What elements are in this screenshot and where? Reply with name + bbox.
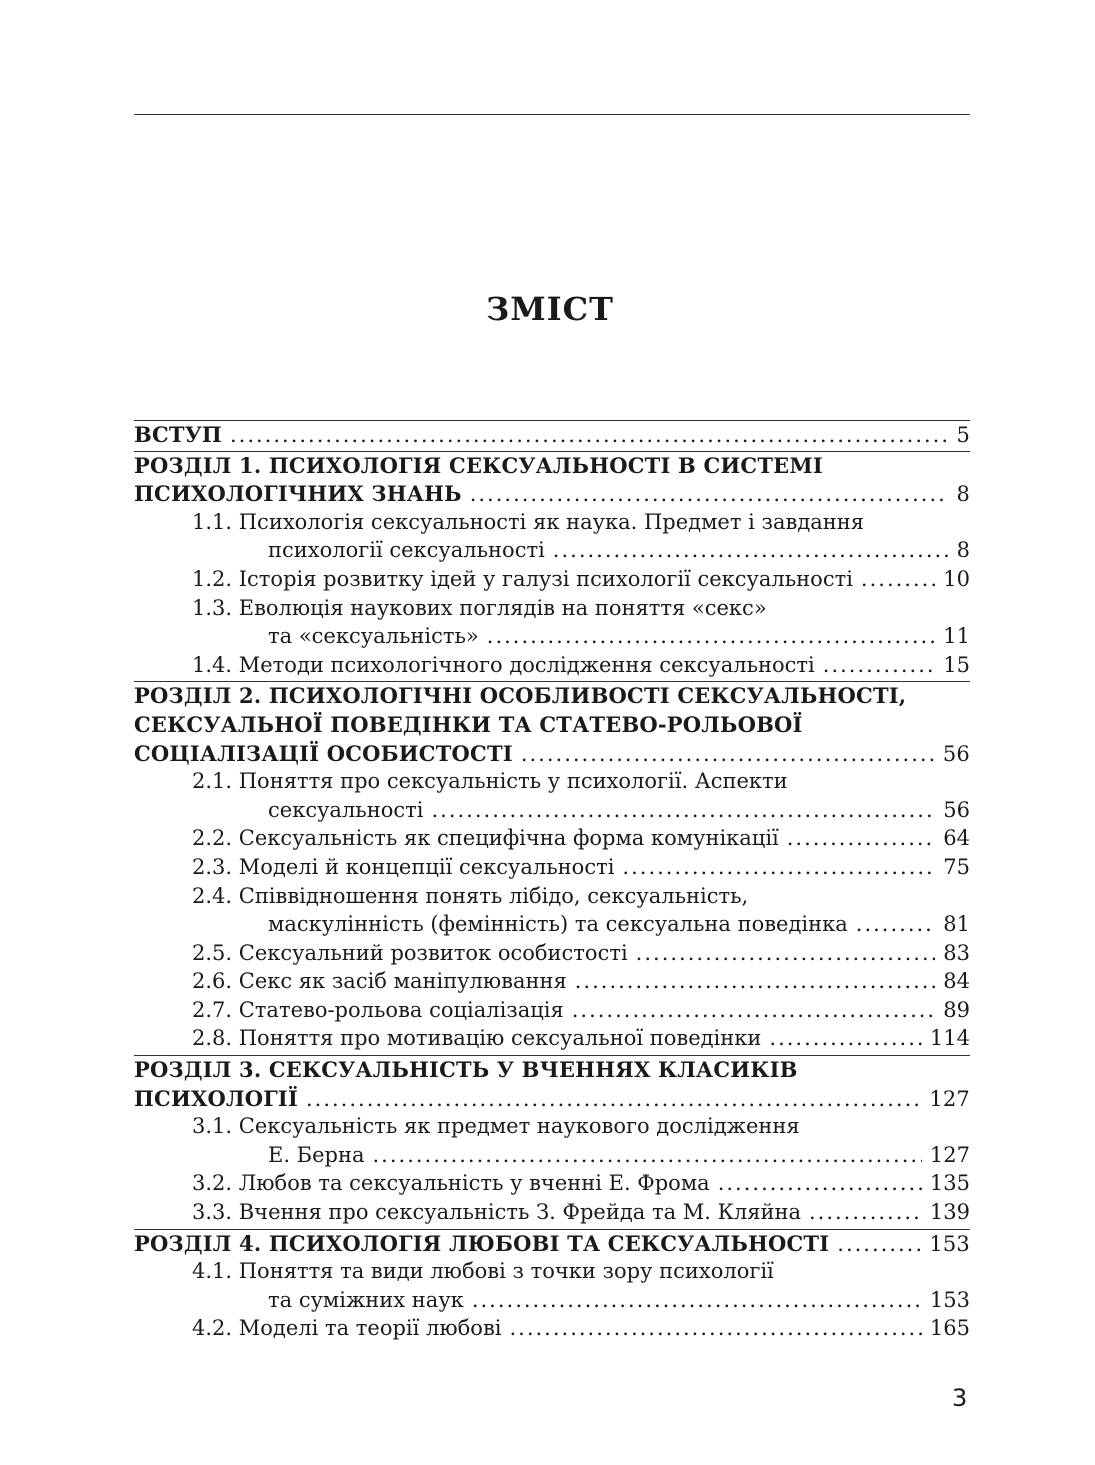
toc-subsection-line[interactable] [134, 941, 970, 970]
toc-section [134, 420, 970, 451]
toc-entry-text: 2.8. Поняття про мотивацію сексуальної поведінки [192, 1026, 762, 1051]
toc-entry-text: ПСИХОЛОГІЧНИХ ЗНАНЬ [134, 481, 462, 507]
dot-leader [521, 742, 935, 766]
toc-entry-text: 2.4. Співвідношення понять лібідо, сексуальність, [192, 883, 749, 908]
dot-leader [636, 941, 936, 965]
toc-section [134, 451, 970, 682]
dot-leader [509, 1316, 921, 1340]
toc-entry-text: 4.1. Поняття та види любові з точки зору психології [192, 1259, 774, 1284]
toc-page-number: 83 [943, 940, 970, 965]
dot-leader [306, 1087, 921, 1111]
dot-leader [787, 826, 936, 850]
toc-entry-text: 3.2. Любов та сексуальність у вченні Е. Фрома [192, 1171, 710, 1196]
toc-section [134, 1229, 970, 1345]
toc-page-number: 153 [929, 1231, 970, 1256]
toc-entry-text: та суміжних наук [268, 1287, 464, 1312]
toc-entry-text: 1.4. Методи психологічного дослідження сексуальності [192, 652, 815, 677]
toc-page-number: 153 [929, 1287, 970, 1312]
toc-entry-text: 4.2. Моделі та теорії любові [192, 1316, 502, 1341]
toc-entry-text: сексуальності [268, 797, 424, 822]
toc-page-number: 8 [956, 482, 970, 507]
toc-page-number: 11 [943, 624, 970, 649]
toc-page-number: 10 [943, 566, 970, 591]
toc-subsection-line[interactable] [134, 798, 970, 827]
toc-entry-text: психології сексуальності [268, 538, 545, 563]
toc-page-number: 8 [956, 538, 970, 563]
toc-entry-text: СОЦІАЛІЗАЦІЇ ОСОБИСТОСТІ [134, 740, 513, 766]
toc-chapter-line[interactable] [134, 1086, 970, 1115]
toc-subsection-line[interactable] [134, 1143, 970, 1172]
dot-leader [373, 1143, 922, 1167]
toc-page-number: 75 [943, 854, 970, 879]
toc-page-number: 64 [943, 826, 970, 851]
dot-leader [487, 624, 936, 648]
dot-leader [809, 1200, 922, 1224]
toc-entry-text: РОЗДІЛ 4. ПСИХОЛОГІЯ ЛЮБОВІ ТА СЕКСУАЛЬНОСТІ [134, 1230, 830, 1256]
toc-page-number: 139 [929, 1200, 970, 1225]
toc-subsection-line[interactable] [134, 596, 970, 625]
toc-section [134, 681, 970, 1055]
toc-entry-text: 1.1. Психологія сексуальності як наука. Предмет і завдання [192, 509, 865, 534]
toc-subsection-line[interactable] [134, 1288, 970, 1317]
header-rule [134, 114, 970, 115]
dot-leader [572, 998, 936, 1022]
toc-page-number: 56 [942, 741, 970, 766]
dot-leader [823, 653, 935, 677]
toc-subsection-line[interactable] [134, 624, 970, 653]
toc-chapter-line[interactable] [134, 481, 970, 510]
toc-entry-text: 2.2. Сексуальність як специфічна форма комунікації [192, 826, 779, 851]
toc-entry-text: та «сексуальність» [268, 624, 479, 649]
dot-leader [861, 567, 935, 591]
toc-page-number: 5 [956, 423, 970, 447]
toc-chapter-line[interactable] [134, 683, 970, 712]
toc-entry-text: 3.1. Сексуальність як предмет наукового дослідження [192, 1114, 800, 1139]
toc-entry-text: 3.3. Вчення про сексуальність З. Фрейда та М. Кляйна [192, 1200, 801, 1225]
dot-leader [622, 855, 935, 879]
toc-page-number: 15 [943, 652, 970, 677]
toc-page-number: 135 [929, 1171, 970, 1196]
toc-subsection-line[interactable] [134, 567, 970, 596]
toc-subsection-line[interactable] [134, 826, 970, 855]
toc-subsection-line[interactable] [134, 884, 970, 913]
toc-subsection-line[interactable] [134, 912, 970, 941]
toc-subsection-line[interactable] [134, 1026, 970, 1055]
toc-subsection-line[interactable] [134, 1316, 970, 1345]
toc-page-number: 84 [943, 969, 970, 994]
toc-entry-text: РОЗДІЛ 2. ПСИХОЛОГІЧНІ ОСОБЛИВОСТІ СЕКСУАЛЬНОСТІ, [134, 683, 907, 709]
toc-entry-text: РОЗДІЛ 3. СЕКСУАЛЬНІСТЬ У ВЧЕННЯХ КЛАСИКІВ [134, 1057, 798, 1083]
toc-entry-text: Е. Берна [268, 1142, 365, 1167]
toc-subsection-line[interactable] [134, 769, 970, 798]
page-number: 3 [952, 1384, 968, 1412]
toc-entry-text: РОЗДІЛ 1. ПСИХОЛОГІЯ СЕКСУАЛЬНОСТІ В СИСТЕМІ [134, 452, 823, 478]
toc-entry-text: маскулінність (фемінність) та сексуальна поведінка [268, 912, 848, 937]
toc-subsection-line[interactable] [134, 855, 970, 884]
dot-leader [470, 482, 949, 506]
toc-entry-text: 2.7. Статево-рольова соціалізація [192, 997, 564, 1022]
toc-section [134, 1055, 970, 1229]
toc-entry-text: СЕКСУАЛЬНОЇ ПОВЕДІНКИ ТА СТАТЕВО-РОЛЬОВОЇ [134, 711, 803, 737]
toc-entry-text: 2.6. Секс як засіб маніпулювання [192, 969, 567, 994]
dot-leader [553, 538, 949, 562]
toc-subsection-line[interactable] [134, 653, 970, 682]
toc-chapter-line[interactable] [134, 1057, 970, 1086]
toc-page-number: 89 [943, 997, 970, 1022]
dot-leader [431, 798, 935, 822]
toc-entry-text: 1.2. Історія розвитку ідей у галузі психології сексуальності [192, 566, 853, 591]
dot-leader [230, 423, 948, 447]
toc-subsection-line[interactable] [134, 1259, 970, 1288]
toc-page-number: 114 [929, 1026, 970, 1051]
toc-entry-text: 2.1. Поняття про сексуальність у психології. Аспекти [192, 769, 788, 794]
dot-leader [769, 1026, 922, 1050]
toc-page-number: 165 [929, 1316, 970, 1341]
toc-subsection-line[interactable] [134, 1114, 970, 1143]
toc-page-number: 127 [929, 1142, 970, 1167]
toc-subsection-line[interactable] [134, 1200, 970, 1229]
toc-subsection-line[interactable] [134, 510, 970, 539]
toc-subsection-line[interactable] [134, 538, 970, 567]
dot-leader [575, 969, 936, 993]
dot-leader [837, 1232, 921, 1256]
toc-entry-text: 2.3. Моделі й концепції сексуальності [192, 854, 615, 879]
table-of-contents [134, 420, 970, 1345]
toc-entry-text: 2.5. Сексуальний розвиток особистості [192, 940, 628, 965]
dot-leader [718, 1171, 922, 1195]
toc-page-number: 56 [943, 797, 970, 822]
dot-leader [856, 912, 936, 936]
toc-entry-text: ВСТУП [134, 422, 222, 447]
toc-subsection-line[interactable] [134, 998, 970, 1027]
toc-chapter-line[interactable] [134, 1231, 970, 1260]
toc-chapter-line[interactable] [134, 453, 970, 482]
toc-entry-text: 1.3. Еволюція наукових поглядів на поняття «секс» [192, 595, 767, 620]
dot-leader [472, 1288, 922, 1312]
toc-page-number: 127 [929, 1086, 970, 1111]
page-title: ЗМІСТ [486, 290, 614, 328]
toc-entry-text: ПСИХОЛОГІЇ [134, 1085, 298, 1111]
toc-chapter-line[interactable] [134, 422, 970, 451]
toc-chapter-line[interactable] [134, 741, 970, 770]
toc-subsection-line[interactable] [134, 1171, 970, 1200]
toc-subsection-line[interactable] [134, 969, 970, 998]
toc-page-number: 81 [943, 912, 970, 937]
toc-chapter-line[interactable] [134, 712, 970, 741]
